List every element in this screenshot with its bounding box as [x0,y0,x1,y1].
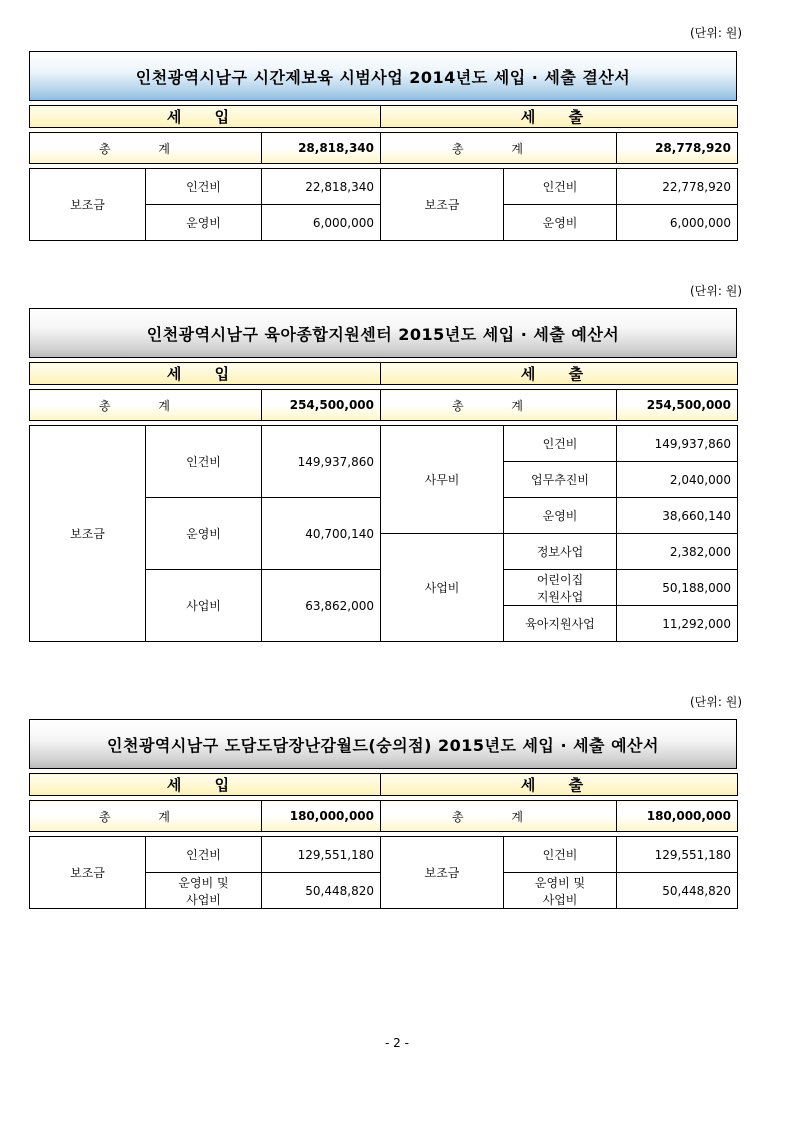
unit-label-2: (단위: 원) [690,284,742,298]
expense-amount: 38,660,140 [617,498,738,534]
expense-total-label: 총 계 [381,133,617,164]
budget-section-toyworld-2015 [29,719,737,909]
expense-item: 정보사업 [504,534,617,570]
revenue-group: 보조금 [30,169,146,241]
expense-group: 보조금 [381,169,504,241]
expense-item: 육아지원사업 [504,606,617,642]
revenue-total-label: 총 계 [30,390,262,421]
section-title: 인천광역시남구 시간제보육 시범사업 2014년도 세입 · 세출 결산서 [29,51,737,101]
expense-header: 세 출 [381,363,738,385]
expense-header: 세 출 [381,774,738,796]
revenue-amount: 149,937,860 [262,426,381,498]
revenue-item [146,873,262,909]
budget-section-center-2015 [29,308,737,642]
budget-section-2014 [29,51,737,241]
unit-label-3: (단위: 원) [690,695,742,709]
revenue-amount: 22,818,340 [262,169,381,205]
revenue-amount: 40,700,140 [262,498,381,570]
revenue-item: 인건비 [146,169,262,205]
expense-amount: 149,937,860 [617,426,738,462]
expense-item: 운영비 [504,498,617,534]
revenue-item: 운영비 [146,205,262,241]
expense-amount: 22,778,920 [617,169,738,205]
expense-item: 인건비 [504,426,617,462]
revenue-total-label: 총 계 [30,801,262,832]
expense-total-label: 총 계 [381,390,617,421]
revenue-amount: 50,448,820 [262,873,381,909]
revenue-amount: 129,551,180 [262,837,381,873]
revenue-item: 운영비 [146,498,262,570]
revenue-header: 세 입 [30,774,381,796]
expense-amount: 11,292,000 [617,606,738,642]
expense-item-line: 사업비 [542,892,578,907]
revenue-total-amount: 180,000,000 [262,801,381,832]
expense-item-line: 지원사업 [536,589,584,604]
expense-amount: 129,551,180 [617,837,738,873]
revenue-header: 세 입 [30,363,381,385]
revenue-item: 사업비 [146,570,262,642]
expense-group: 보조금 [381,837,504,909]
expense-amount: 6,000,000 [617,205,738,241]
revenue-item-line: 운영비 및 [178,875,229,890]
revenue-item: 인건비 [146,426,262,498]
expense-item [504,873,617,909]
expense-group: 사무비 [381,426,504,534]
expense-item: 인건비 [504,837,617,873]
expense-total-amount: 28,778,920 [617,133,738,164]
revenue-total-amount: 254,500,000 [262,390,381,421]
revenue-group: 보조금 [30,426,146,642]
expense-amount: 2,382,000 [617,534,738,570]
expense-total-label: 총 계 [381,801,617,832]
expense-item [504,570,617,606]
unit-label-1: (단위: 원) [690,26,742,40]
expense-total-amount: 254,500,000 [617,390,738,421]
section-title: 인천광역시남구 도담도담장난감월드(숭의점) 2015년도 세입 · 세출 예산서 [29,719,737,769]
expense-header: 세 출 [381,106,738,128]
expense-group: 사업비 [381,534,504,642]
revenue-group: 보조금 [30,837,146,909]
budget-table [29,358,738,642]
page-number: - 2 - [385,1036,409,1050]
revenue-header: 세 입 [30,106,381,128]
expense-item: 운영비 [504,205,617,241]
expense-item: 업무추진비 [504,462,617,498]
budget-table [29,769,738,909]
revenue-item: 인건비 [146,837,262,873]
expense-item-line: 어린이집 [536,572,584,587]
revenue-item-line: 사업비 [186,892,221,907]
expense-amount: 50,188,000 [617,570,738,606]
expense-item: 인건비 [504,169,617,205]
expense-amount: 50,448,820 [617,873,738,909]
expense-item-line: 운영비 및 [534,875,586,890]
revenue-amount: 6,000,000 [262,205,381,241]
budget-table [29,101,738,241]
revenue-total-amount: 28,818,340 [262,133,381,164]
section-title: 인천광역시남구 육아종합지원센터 2015년도 세입 · 세출 예산서 [29,308,737,358]
revenue-total-label: 총 계 [30,133,262,164]
expense-amount: 2,040,000 [617,462,738,498]
expense-total-amount: 180,000,000 [617,801,738,832]
revenue-amount: 63,862,000 [262,570,381,642]
